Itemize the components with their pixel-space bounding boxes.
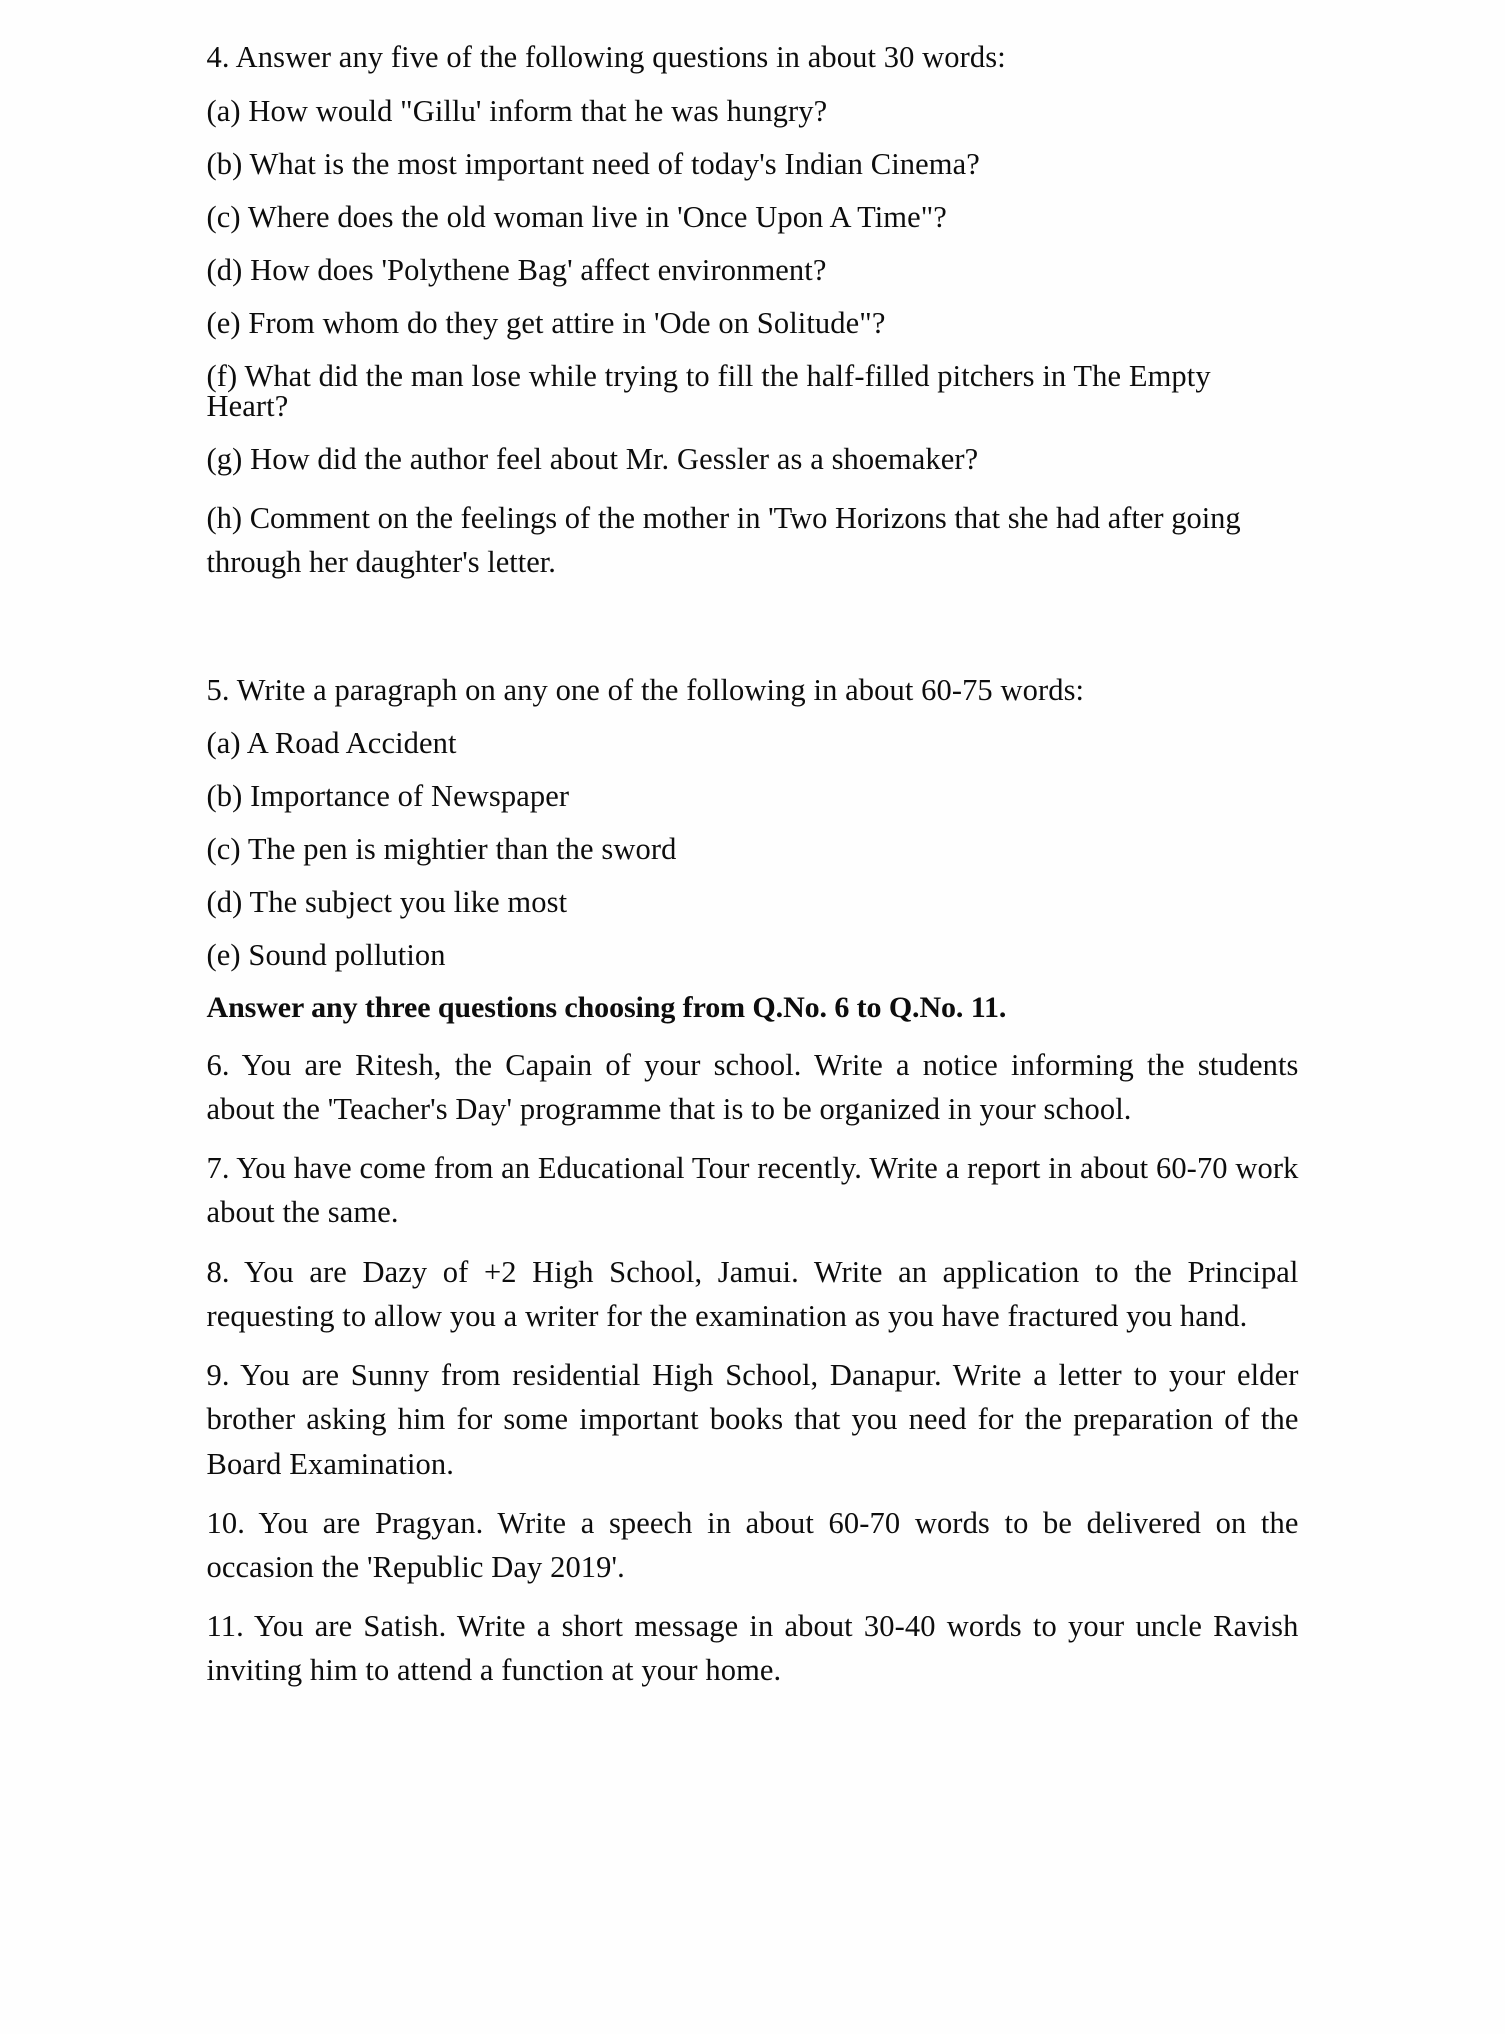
question-4-item-c: (c) Where does the old woman live in 'Once Upon A Time"? bbox=[206, 199, 947, 234]
question-5-item-a: (a) A Road Accident bbox=[206, 725, 457, 760]
question-4-item-h: (h) Comment on the feelings of the mother in 'Two Horizons that she had after going through her daughter's letter. bbox=[206, 501, 1241, 579]
section-spacer bbox=[207, 601, 1299, 675]
question-8: 8. You are Dazy of +2 High School, Jamui. Write an application to the Principal requesting to allow you a writer for the examination as you have fractured you hand. bbox=[206, 1254, 1299, 1333]
question-9: 9. You are Sunny from residential High School, Danapur. Write a letter to your elder brother asking him for some important books that you need for the preparation of the Board Examination. bbox=[206, 1358, 1299, 1481]
section-instruction-heading: Answer any three questions choosing from Q.No. 6 to Q.No. 11. bbox=[206, 990, 1007, 1024]
question-4-item-b: (b) What is the most important need of today's Indian Cinema? bbox=[206, 146, 980, 181]
question-5-block bbox=[206, 672, 1299, 972]
question-4-stem: 4. Answer any five of the following questions in about 30 words: bbox=[206, 40, 1006, 74]
question-4-item-d: (d) How does 'Polythene Bag' affect environment? bbox=[206, 252, 827, 287]
question-4-item-a: (a) How would "Gillu' inform that he was hungry? bbox=[206, 93, 828, 128]
question-5-item-d: (d) The subject you like most bbox=[206, 884, 568, 919]
question-7: 7. You have come from an Educational Tour recently. Write a report in about 60-70 work about the same. bbox=[206, 1151, 1299, 1230]
question-4-item-e: (e) From whom do they get attire in 'Ode on Solitude"? bbox=[206, 305, 886, 340]
question-4-item-g: (g) How did the author feel about Mr. Gessler as a shoemaker? bbox=[206, 442, 979, 476]
long-questions-block bbox=[207, 1043, 1299, 1693]
question-5-item-c: (c) The pen is mightier than the sword bbox=[206, 831, 677, 866]
question-4-block bbox=[207, 42, 1299, 585]
page-content bbox=[207, 42, 1299, 1693]
question-6: 6. You are Ritesh, the Capain of your school. Write a notice informing the students about the 'Teacher's Day' programme that is to be organized in your school. bbox=[206, 1047, 1299, 1127]
question-5-stem: 5. Write a paragraph on any one of the following in about 60-75 words: bbox=[206, 672, 1085, 707]
question-10: 10. You are Pragyan. Write a speech in about 60-70 words to be delivered on the occasion the 'Republic Day 2019'. bbox=[206, 1505, 1299, 1584]
question-5-item-b: (b) Importance of Newspaper bbox=[206, 778, 570, 813]
question-11: 11. You are Satish. Write a short message in about 30-40 words to your uncle Ravish inviting him to attend a function at your home. bbox=[206, 1609, 1299, 1688]
question-4-item-f: (f) What did the man lose while trying to fill the half-filled pitchers in The Empty Heart? bbox=[206, 358, 1211, 423]
question-5-item-e: (e) Sound pollution bbox=[206, 937, 446, 972]
